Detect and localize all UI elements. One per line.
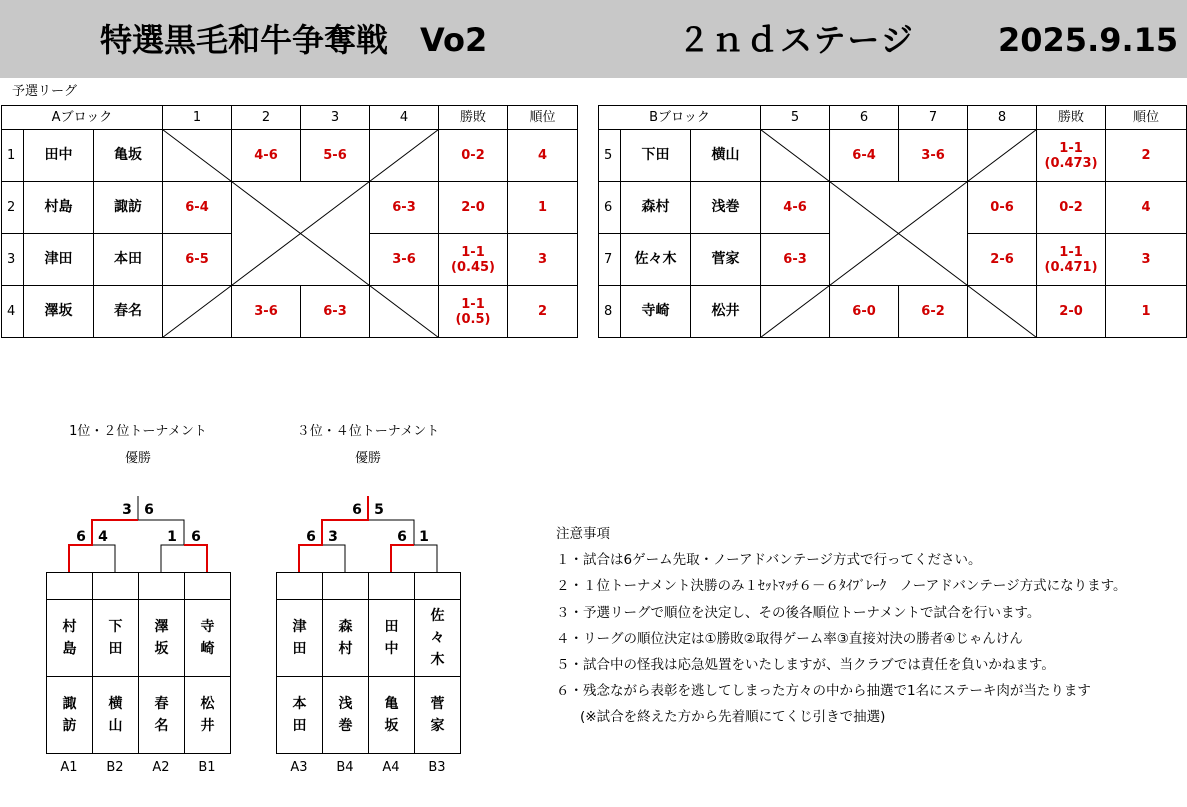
seed-label: B2 [106,760,124,775]
seed-label: A2 [152,760,170,775]
note-footnote: (※試合を終えた方から先着順にてくじ引きで抽選) [580,709,886,726]
slot-player-top [415,600,461,677]
header-banner [0,0,1187,78]
player-name-vertical: 寺 崎 [200,619,215,657]
score-cell [968,286,1037,338]
slot-cell [369,573,415,600]
player-name-vertical: 津 田 [292,619,307,657]
block-a-label: Aブロック [2,106,163,130]
score-cell [232,182,301,234]
note-item: ５・試合中の怪我は応急処置をいたしますが、当クラブでは責任を負いかねます。 [556,657,1055,674]
table-row [2,234,578,286]
score-cell: 6-4 [163,182,232,234]
player-name-vertical: 村 島 [62,619,77,657]
row-number: 7 [599,234,621,286]
record-ratio: (0.5) [455,311,491,327]
col-header: 1 [163,106,232,130]
score-cell [968,130,1037,182]
score-cell [899,234,968,286]
score-cell [830,234,899,286]
table-row [599,234,1187,286]
score-cell: 6-3 [761,234,830,286]
table-row [2,286,578,338]
bracket-line [299,545,345,572]
player-name: 松井 [691,286,761,338]
bracket-winner-path [69,520,207,572]
rank-cell: 4 [508,130,578,182]
tournament-2-winner-label: 優勝 [354,451,381,466]
semi-score: 6 [397,529,407,545]
slot-cell [277,573,323,600]
score-cell [761,130,830,182]
score-cell: 3-6 [232,286,301,338]
row-number: 4 [2,286,24,338]
slot-player-bottom [185,677,231,754]
record-cell [439,286,508,338]
seed-label: A4 [382,760,400,775]
rank-cell: 3 [508,234,578,286]
score-cell: 5-6 [301,130,370,182]
score-cell [163,286,232,338]
seed-label: A3 [290,760,308,775]
table-row [599,130,1187,182]
col-header: 2 [232,106,301,130]
record-cell [439,182,508,234]
record-cell [1037,286,1106,338]
note-item: ３・予選リーグで順位を決定し、その後各順位トーナメントで試合を行います。 [556,604,1041,621]
score-cell [370,130,439,182]
score-cell [370,286,439,338]
player-name-vertical: 森 村 [338,619,353,657]
col-header: 6 [830,106,899,130]
slot-player-bottom [323,677,369,754]
event-date: 2025.9.15 [998,21,1179,59]
slot-player-top [93,600,139,677]
score-cell [761,286,830,338]
tournament-1-winner-label: 優勝 [124,451,151,466]
player-name-vertical: 澤 坂 [154,619,169,657]
player-name-vertical: 春 名 [154,696,169,734]
bracket-red-line [184,545,207,572]
note-item: ４・リーグの順位決定は①勝敗②取得ゲーム率③直接対決の勝者④じゃんけん [556,630,1023,647]
record-cell [1037,182,1106,234]
final-score: 5 [374,502,384,518]
player-name: 春名 [94,286,163,338]
slot-player-top [369,600,415,677]
player-name-vertical: 下 田 [108,619,123,657]
table-row [599,182,1187,234]
rank-cell: 4 [1106,182,1187,234]
record-cell [439,130,508,182]
player-name-vertical: 菅 家 [430,696,445,734]
player-name: 諏訪 [94,182,163,234]
row-number: 1 [2,130,24,182]
slot-cell [139,573,185,600]
player-name-vertical: 松 井 [200,696,215,734]
record-value: 2-0 [1059,304,1083,319]
block-b-table [598,105,1187,338]
record-cell [1037,234,1106,286]
record-value: 0-2 [461,148,485,163]
semi-score: 6 [191,529,201,545]
bracket-line [391,545,437,572]
rank-cell: 3 [1106,234,1187,286]
col-header: 5 [761,106,830,130]
semi-score: 6 [76,529,86,545]
final-score: 6 [352,502,362,518]
player-name-vertical: 諏 訪 [62,696,77,734]
slot-player-top [47,600,93,677]
slot-player-bottom [93,677,139,754]
score-cell [163,130,232,182]
score-cell [301,234,370,286]
seed-label: B1 [198,760,216,775]
table-row [599,286,1187,338]
col-header: 8 [968,106,1037,130]
record-ratio: (0.471) [1044,259,1098,275]
note-item: １・試合は6ゲーム先取・ノーアドバンテージ方式で行ってください。 [556,552,982,569]
tournament-1-title: 1位・２位トーナメント [69,424,207,439]
record-value: 1-1 [1059,140,1083,156]
seed-label: A1 [60,760,78,775]
col-header: 4 [370,106,439,130]
row-number: 2 [2,182,24,234]
section-label: 予選リーグ [12,84,78,99]
record-header: 勝敗 [1037,106,1106,130]
player-name-vertical: 佐 々 木 [430,608,445,668]
bracket-red-line [69,520,138,572]
player-name-vertical: 横 山 [108,696,123,734]
note-item: ６・残念ながら表彰を逃してしまった方々の中から抽選で1名にステーキ肉が当たります [556,683,1091,700]
player-name-vertical: 亀 坂 [384,696,399,734]
record-value: 1-1 [461,296,485,312]
bracket-line [161,545,207,572]
row-number: 5 [599,130,621,182]
final-score: 3 [122,502,132,518]
player-name: 田中 [24,130,94,182]
rank-cell: 2 [508,286,578,338]
record-cell [1037,130,1106,182]
block-b-label: Bブロック [599,106,761,130]
player-name-vertical: 本 田 [292,696,307,734]
table-row [2,130,578,182]
rank-header: 順位 [1106,106,1187,130]
bracket-line [69,545,115,572]
slot-player-top [185,600,231,677]
score-cell [899,182,968,234]
semi-score: 1 [167,529,177,545]
row-number: 6 [599,182,621,234]
score-cell: 6-3 [370,182,439,234]
tournament-1-slots [46,572,231,754]
player-name: 寺崎 [621,286,691,338]
note-item: ２・１位トーナメント決勝のみ１ｾｯﾄﾏｯﾁ６－６ﾀｲﾌﾞﾚｰｸ ノーアドバンテージ方式になります。 [556,578,1127,595]
slot-cell [93,573,139,600]
score-cell: 6-2 [899,286,968,338]
stage-title: ２ｎｄステージ [678,21,915,59]
player-name: 菅家 [691,234,761,286]
row-number: 3 [2,234,24,286]
seed-label: B3 [428,760,446,775]
row-number: 8 [599,286,621,338]
score-cell: 2-6 [968,234,1037,286]
record-ratio: (0.473) [1044,155,1098,171]
record-ratio: (0.45) [451,259,495,275]
score-cell: 4-6 [761,182,830,234]
score-cell [232,234,301,286]
score-cell: 6-4 [830,130,899,182]
record-cell [439,234,508,286]
bracket-red-line [391,545,414,572]
slot-cell [415,573,461,600]
record-value: 1-1 [461,244,485,260]
score-cell: 3-6 [370,234,439,286]
record-value: 0-2 [1059,200,1083,215]
slot-player-bottom [277,677,323,754]
rank-cell: 1 [1106,286,1187,338]
slot-cell [323,573,369,600]
player-name: 亀坂 [94,130,163,182]
player-name: 本田 [94,234,163,286]
score-cell [301,182,370,234]
player-name-vertical: 浅 巻 [338,696,353,734]
tournament-2-slots [276,572,461,754]
score-cell: 6-5 [163,234,232,286]
col-header: 7 [899,106,968,130]
player-name: 浅巻 [691,182,761,234]
slot-player-bottom [47,677,93,754]
score-cell: 6-3 [301,286,370,338]
score-cell: 3-6 [899,130,968,182]
score-cell: 0-6 [968,182,1037,234]
rank-cell: 1 [508,182,578,234]
slot-player-top [277,600,323,677]
semi-score: 3 [328,529,338,545]
slot-player-bottom [369,677,415,754]
tournament-2-title: ３位・４位トーナメント [296,424,440,439]
final-score: 6 [144,502,154,518]
rank-header: 順位 [508,106,578,130]
record-header: 勝敗 [439,106,508,130]
notes-title: 注意事項 [556,526,610,542]
player-name-vertical: 田 中 [384,619,399,657]
block-a-table [1,105,578,338]
score-cell: 6-0 [830,286,899,338]
player-name: 下田 [621,130,691,182]
slot-player-bottom [139,677,185,754]
slot-player-bottom [415,677,461,754]
player-name: 村島 [24,182,94,234]
table-row [2,182,578,234]
record-value: 2-0 [461,200,485,215]
slot-player-top [139,600,185,677]
event-title: 特選黒毛和牛争奪戦 Vo2 [100,21,488,59]
player-name: 津田 [24,234,94,286]
slot-cell [185,573,231,600]
record-value: 1-1 [1059,244,1083,260]
slot-player-top [323,600,369,677]
notes-section [556,521,1127,731]
score-cell [830,182,899,234]
slot-cell [47,573,93,600]
score-cell: 4-6 [232,130,301,182]
semi-score: 1 [419,529,429,545]
semi-score: 6 [306,529,316,545]
player-name: 横山 [691,130,761,182]
player-name: 佐々木 [621,234,691,286]
player-name: 澤坂 [24,286,94,338]
rank-cell: 2 [1106,130,1187,182]
seed-label: B4 [336,760,354,775]
player-name: 森村 [621,182,691,234]
col-header: 3 [301,106,370,130]
semi-score: 4 [98,529,108,545]
